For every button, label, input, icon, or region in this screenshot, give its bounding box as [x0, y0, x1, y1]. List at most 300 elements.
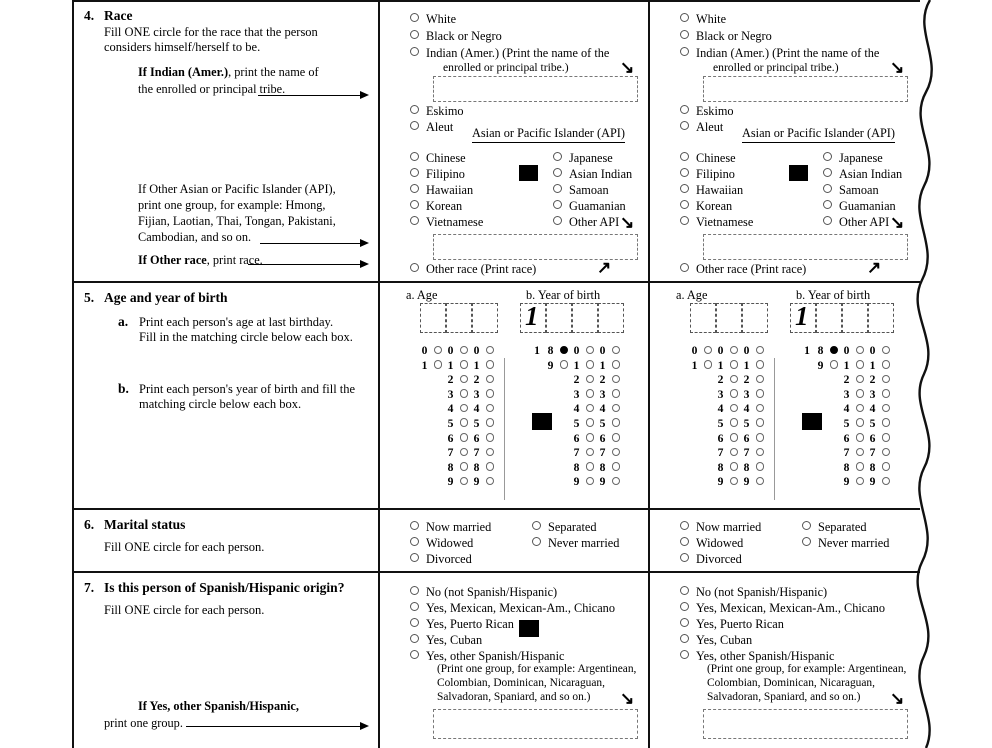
- bubble-circle[interactable]: [486, 346, 495, 355]
- q5-p1-age-row: [418, 402, 442, 417]
- radio-circle[interactable]: [410, 121, 419, 130]
- q4-p2-option-guamanian[interactable]: [823, 199, 896, 214]
- q4-leader-api: [260, 243, 363, 244]
- bubble-circle[interactable]: [434, 346, 443, 355]
- radio-circle[interactable]: [680, 650, 689, 659]
- q6-p1-option-separated[interactable]: [532, 520, 596, 535]
- q5-p1-year-row: [570, 344, 594, 359]
- bubble-circle[interactable]: [882, 418, 891, 427]
- radio-circle[interactable]: [410, 184, 419, 193]
- bubble-circle[interactable]: [586, 375, 595, 384]
- bubble-circle[interactable]: [612, 433, 621, 442]
- bubble-circle[interactable]: [586, 418, 595, 427]
- q4-p1-label-filipino: Filipino: [426, 167, 465, 181]
- bubble-circle[interactable]: [612, 375, 621, 384]
- q5-p1-age-row: [418, 475, 442, 490]
- q4-p2-label-vietnamese: Vietnamese: [696, 215, 754, 229]
- q5-p2-age-digit: 2: [717, 373, 724, 387]
- bubble-circle[interactable]: [756, 477, 765, 486]
- bubble-circle[interactable]: [612, 360, 621, 369]
- radio-circle[interactable]: [823, 184, 832, 193]
- q5-p1-age-row: [470, 432, 494, 447]
- q5-p2-age-row: [740, 373, 764, 388]
- q4-p1-option-other-api[interactable]: [553, 215, 619, 230]
- bubble-circle[interactable]: [856, 462, 865, 471]
- q7-p1-label-other: Yes, other Spanish/Hispanic: [426, 649, 565, 663]
- q5-p2-age-box-1[interactable]: [690, 303, 716, 333]
- q5-p2-year-row: [866, 446, 890, 461]
- q5-p1-age-box-1[interactable]: [420, 303, 446, 333]
- bubble-circle[interactable]: [612, 448, 621, 457]
- radio-circle[interactable]: [532, 537, 541, 546]
- bubble-circle[interactable]: [486, 477, 495, 486]
- radio-circle[interactable]: [680, 537, 689, 546]
- radio-circle[interactable]: [680, 30, 689, 39]
- bubble-circle[interactable]: [586, 477, 595, 486]
- radio-circle[interactable]: [410, 553, 419, 562]
- bubble-circle[interactable]: [460, 477, 469, 486]
- bubble-circle[interactable]: [856, 404, 865, 413]
- bubble-circle[interactable]: [486, 433, 495, 442]
- q4-p2-option-vietnamese[interactable]: [680, 215, 753, 230]
- bubble-circle[interactable]: [586, 404, 595, 413]
- q5-p1-age-row: [470, 344, 494, 359]
- q4-p2-option-asian-indian[interactable]: [823, 167, 902, 182]
- bubble-circle[interactable]: [460, 360, 469, 369]
- q4-p2-option-hawaiian[interactable]: [680, 183, 743, 198]
- q5-p2-year-row: [866, 461, 890, 476]
- radio-circle[interactable]: [680, 553, 689, 562]
- radio-circle[interactable]: [680, 121, 689, 130]
- q4-p2-label-aleut: Aleut: [696, 120, 724, 134]
- radio-circle[interactable]: [410, 586, 419, 595]
- q5-p2-year-digit: 5: [843, 416, 850, 430]
- radio-circle[interactable]: [680, 216, 689, 225]
- bubble-circle[interactable]: [756, 404, 765, 413]
- radio-circle[interactable]: [680, 105, 689, 114]
- q5-p1-age-box-3[interactable]: [472, 303, 498, 333]
- bubble-circle[interactable]: [730, 375, 739, 384]
- q4-p1-option-white[interactable]: [410, 12, 456, 27]
- radio-circle[interactable]: [680, 586, 689, 595]
- q7-p1-option-cuban[interactable]: [410, 633, 482, 648]
- q7-p2-option-no[interactable]: [680, 585, 827, 600]
- q6-p1-option-now-married[interactable]: [410, 520, 491, 535]
- q5-p2-age-row: [714, 388, 738, 403]
- q5-p2-year-row: [788, 461, 812, 476]
- q4-p2-label-filipino: Filipino: [696, 167, 735, 181]
- q4-p1-option-samoan[interactable]: [553, 183, 609, 198]
- radio-circle[interactable]: [680, 184, 689, 193]
- radio-circle[interactable]: [553, 200, 562, 209]
- q5-p1-age-row: [418, 344, 442, 359]
- q4-p1-option-black[interactable]: [410, 29, 502, 44]
- q5-p1-year-row: [570, 475, 594, 490]
- bubble-circle[interactable]: [612, 389, 621, 398]
- q4-hint-indian-line1: [138, 64, 319, 81]
- bubble-circle[interactable]: [704, 360, 713, 369]
- q5-p2-age-row: [714, 475, 738, 490]
- bubble-circle[interactable]: [830, 346, 839, 355]
- radio-circle[interactable]: [553, 216, 562, 225]
- bubble-circle[interactable]: [856, 448, 865, 457]
- radio-circle[interactable]: [680, 602, 689, 611]
- q5-p2-year-box-4[interactable]: [868, 303, 894, 333]
- radio-circle[interactable]: [680, 618, 689, 627]
- radio-circle[interactable]: [680, 47, 689, 56]
- q5-p1-age-row: [470, 446, 494, 461]
- q5-p1-age-row: [418, 359, 442, 374]
- bubble-circle[interactable]: [486, 418, 495, 427]
- q5-p1-year-row: [596, 432, 620, 447]
- q5-p2-year-row: [866, 475, 890, 490]
- q5-p1-age-row: [470, 388, 494, 403]
- q5-p2-age-row: [688, 417, 712, 432]
- radio-circle[interactable]: [410, 216, 419, 225]
- q5-p1-age-digit: 2: [447, 373, 454, 387]
- bubble-circle[interactable]: [730, 389, 739, 398]
- radio-circle[interactable]: [410, 152, 419, 161]
- radio-circle[interactable]: [680, 200, 689, 209]
- q5-p2-year-row: [840, 373, 864, 388]
- q7-p2-label-puerto-rican: Yes, Puerto Rican: [696, 617, 784, 631]
- q5-p1-year-digit: 5: [599, 416, 606, 430]
- q4-p1-label-asian-indian: Asian Indian: [569, 167, 633, 181]
- bubble-circle[interactable]: [460, 389, 469, 398]
- radio-circle[interactable]: [532, 521, 541, 530]
- bubble-circle[interactable]: [486, 360, 495, 369]
- q4-p1-option-guamanian[interactable]: [553, 199, 626, 214]
- q4-p2-option-aleut[interactable]: [680, 120, 723, 135]
- q5-p2-year-box-2[interactable]: [816, 303, 842, 333]
- bubble-circle[interactable]: [882, 448, 891, 457]
- bubble-circle[interactable]: [756, 448, 765, 457]
- bubble-circle[interactable]: [560, 346, 569, 355]
- q4-p1-writein-api[interactable]: [433, 234, 638, 260]
- bubble-circle[interactable]: [460, 433, 469, 442]
- q4-p1-option-vietnamese[interactable]: [410, 215, 483, 230]
- q5-p2-age-digit: 8: [717, 460, 724, 474]
- q5-p2-age-box-3[interactable]: [742, 303, 768, 333]
- q4-p2-label-korean: Korean: [696, 199, 733, 213]
- q5-p2-age-row: [740, 344, 764, 359]
- q5-p1-year-row: [570, 446, 594, 461]
- q4-p1-option-asian-indian[interactable]: [553, 167, 632, 182]
- radio-circle[interactable]: [553, 152, 562, 161]
- q5-p2-year-digit: 4: [869, 402, 876, 416]
- radio-circle[interactable]: [410, 200, 419, 209]
- q4-p1-option-chinese[interactable]: [410, 151, 466, 166]
- q5-p2-age-row: [740, 475, 764, 490]
- bubble-circle[interactable]: [730, 346, 739, 355]
- bubble-circle[interactable]: [486, 375, 495, 384]
- q5-p2-age-row: [740, 432, 764, 447]
- bubble-circle[interactable]: [856, 433, 865, 442]
- radio-circle[interactable]: [802, 521, 811, 530]
- q4-p2-option-black[interactable]: [680, 29, 772, 44]
- q4-p2-option-white[interactable]: [680, 12, 726, 27]
- bubble-circle[interactable]: [612, 462, 621, 471]
- q5-p1-grid-separator: [504, 358, 505, 500]
- q4-p2-option-samoan[interactable]: [823, 183, 879, 198]
- q5-p2-year-row: [814, 432, 838, 447]
- radio-circle[interactable]: [680, 13, 689, 22]
- q4-p1-option-japanese[interactable]: [553, 151, 613, 166]
- q4-p1-label-indian-line2: enrolled or principal tribe.): [443, 61, 569, 74]
- q6-p2-option-separated[interactable]: [802, 520, 866, 535]
- q5-p1-year-digit: 5: [573, 416, 580, 430]
- bubble-circle[interactable]: [586, 346, 595, 355]
- q7-p1-option-mexican[interactable]: [410, 601, 615, 616]
- q7-p2-option-mexican[interactable]: [680, 601, 885, 616]
- q5-p1-age-digit: 5: [447, 416, 454, 430]
- q6-p1-option-divorced[interactable]: [410, 552, 472, 567]
- q5-p2-year-row: [840, 475, 864, 490]
- bubble-circle[interactable]: [560, 360, 569, 369]
- bubble-circle[interactable]: [586, 462, 595, 471]
- bubble-circle[interactable]: [882, 477, 891, 486]
- q5-p1-year-row: [596, 402, 620, 417]
- q6-p2-option-now-married[interactable]: [680, 520, 761, 535]
- bubble-circle[interactable]: [586, 389, 595, 398]
- q5-p2-year-digit: 9: [869, 475, 876, 489]
- q6-p1-label-widowed: Widowed: [426, 536, 474, 550]
- bubble-circle[interactable]: [612, 418, 621, 427]
- q6-p2-option-never-married[interactable]: [802, 536, 889, 551]
- bubble-circle[interactable]: [486, 404, 495, 413]
- q5-p2-year-row: [788, 475, 812, 490]
- q5-p1-age-box-2[interactable]: [446, 303, 472, 333]
- q5-p2-year-digit: 2: [869, 373, 876, 387]
- bubble-circle[interactable]: [882, 346, 891, 355]
- bubble-circle[interactable]: [460, 375, 469, 384]
- radio-circle[interactable]: [823, 168, 832, 177]
- q5-p2-year-digit: 8: [843, 460, 850, 474]
- bubble-circle[interactable]: [882, 404, 891, 413]
- q4-p1-writein-tribe[interactable]: [433, 76, 638, 102]
- q7-p2-label-no: No (not Spanish/Hispanic): [696, 585, 828, 599]
- q4-p1-label-samoan: Samoan: [569, 183, 609, 197]
- radio-circle[interactable]: [680, 168, 689, 177]
- q7-p1-option-puerto-rican[interactable]: [410, 617, 514, 632]
- q5-p1-year-row: [596, 344, 620, 359]
- q4-p1-option-filipino[interactable]: [410, 167, 465, 182]
- radio-circle[interactable]: [553, 168, 562, 177]
- q7-p1-label-mexican: Yes, Mexican, Mexican-Am., Chicano: [426, 601, 615, 615]
- bubble-circle[interactable]: [486, 448, 495, 457]
- q5-p2-year-row: [788, 432, 812, 447]
- q5-p2-age-box-2[interactable]: [716, 303, 742, 333]
- radio-circle[interactable]: [410, 650, 419, 659]
- radio-circle[interactable]: [802, 537, 811, 546]
- q5-p1-year-row: [518, 461, 542, 476]
- q5-p1-year-box-4[interactable]: [598, 303, 624, 333]
- bubble-circle[interactable]: [612, 346, 621, 355]
- radio-circle[interactable]: [680, 634, 689, 643]
- radio-circle[interactable]: [410, 602, 419, 611]
- q5-p2-year-row: [840, 461, 864, 476]
- radio-circle[interactable]: [823, 216, 832, 225]
- q5-p2-year-box-3[interactable]: [842, 303, 868, 333]
- bubble-circle[interactable]: [730, 462, 739, 471]
- bubble-circle[interactable]: [730, 360, 739, 369]
- q4-p2-option-other-race[interactable]: [680, 262, 806, 277]
- q5-p1-year-row: [596, 446, 620, 461]
- bubble-circle[interactable]: [756, 389, 765, 398]
- q4-p2-option-indian[interactable]: [680, 46, 879, 61]
- bubble-circle[interactable]: [856, 477, 865, 486]
- bubble-circle[interactable]: [856, 418, 865, 427]
- bubble-circle[interactable]: [882, 389, 891, 398]
- bubble-circle[interactable]: [730, 418, 739, 427]
- q5-p1-year-digit: 7: [599, 446, 606, 460]
- q5-p1-year-row: [518, 446, 542, 461]
- q5-p1-year-box-3[interactable]: [572, 303, 598, 333]
- q5-p1-year-digit: 0: [573, 344, 580, 357]
- q5-p1-age-digit: 9: [473, 475, 480, 489]
- q4-p1-option-eskimo[interactable]: [410, 104, 464, 119]
- radio-circle[interactable]: [410, 30, 419, 39]
- bubble-circle[interactable]: [856, 375, 865, 384]
- q6-p2-option-widowed[interactable]: [680, 536, 743, 551]
- q5-p1-age-digit: 8: [447, 460, 454, 474]
- q7-p2-note-line3: Salvadoran, Spaniard, and so on.): [707, 691, 861, 703]
- q5-p1-year-row: [570, 461, 594, 476]
- bubble-circle[interactable]: [856, 389, 865, 398]
- q4-p1-option-korean[interactable]: [410, 199, 462, 214]
- bubble-circle[interactable]: [882, 375, 891, 384]
- bubble-circle[interactable]: [586, 360, 595, 369]
- radio-circle[interactable]: [410, 13, 419, 22]
- radio-circle[interactable]: [680, 152, 689, 161]
- radio-circle[interactable]: [410, 634, 419, 643]
- q4-hint-api-line1: If Other Asian or Pacific Islander (API),: [138, 182, 336, 196]
- q4-p2-option-korean[interactable]: [680, 199, 732, 214]
- q4-p1-label-other-api: Other API: [569, 215, 620, 229]
- bubble-circle[interactable]: [756, 360, 765, 369]
- bubble-circle[interactable]: [486, 389, 495, 398]
- q4-p2-option-chinese[interactable]: [680, 151, 736, 166]
- bubble-circle[interactable]: [856, 360, 865, 369]
- q7-p1-writein-group[interactable]: [433, 709, 638, 739]
- bubble-circle[interactable]: [612, 404, 621, 413]
- q5-p2-year-row: [814, 359, 838, 374]
- bubble-circle[interactable]: [486, 462, 495, 471]
- q7-p2-option-cuban[interactable]: [680, 633, 752, 648]
- q4-p2-label-other-race: Other race (Print race): [696, 262, 807, 276]
- radio-circle[interactable]: [410, 105, 419, 114]
- q7-hint-line1: [138, 698, 299, 715]
- radio-circle[interactable]: [680, 263, 689, 272]
- q4-p2-label-hawaiian: Hawaiian: [696, 183, 744, 197]
- q6-p1-label-now-married: Now married: [426, 520, 492, 534]
- bubble-circle[interactable]: [586, 433, 595, 442]
- bubble-circle[interactable]: [460, 346, 469, 355]
- q5-p2-year-row: [788, 344, 812, 359]
- radio-circle[interactable]: [553, 184, 562, 193]
- radio-circle[interactable]: [410, 618, 419, 627]
- radio-circle[interactable]: [823, 152, 832, 161]
- bubble-circle[interactable]: [756, 462, 765, 471]
- radio-circle[interactable]: [410, 168, 419, 177]
- radio-circle[interactable]: [410, 47, 419, 56]
- q5-p2-year-row: [866, 417, 890, 432]
- q5-p1-year-digit: 6: [573, 431, 580, 445]
- bubble-circle[interactable]: [756, 418, 765, 427]
- q5-p1-age-digit: 3: [473, 387, 480, 401]
- bubble-circle[interactable]: [882, 360, 891, 369]
- q5-p1-year-box-2[interactable]: [546, 303, 572, 333]
- bubble-circle[interactable]: [434, 360, 443, 369]
- bubble-circle[interactable]: [460, 462, 469, 471]
- q4-p2-option-eskimo[interactable]: [680, 104, 734, 119]
- radio-circle[interactable]: [680, 521, 689, 530]
- q5-p1-age-digit: 3: [447, 387, 454, 401]
- q4-p2-option-other-api[interactable]: [823, 215, 889, 230]
- q5-number: 5.: [84, 290, 95, 305]
- q5-p1-age-row: [418, 388, 442, 403]
- q5-p1-age-digit: 6: [473, 431, 480, 445]
- bubble-circle[interactable]: [730, 433, 739, 442]
- bubble-circle[interactable]: [882, 462, 891, 471]
- q7-p2-option-other[interactable]: [680, 649, 834, 664]
- bubble-circle[interactable]: [612, 477, 621, 486]
- q5-p2-age-row: [714, 359, 738, 374]
- q4-p1-option-aleut[interactable]: [410, 120, 453, 135]
- bubble-circle[interactable]: [730, 448, 739, 457]
- radio-circle[interactable]: [410, 537, 419, 546]
- q6-p2-option-divorced[interactable]: [680, 552, 742, 567]
- bubble-circle[interactable]: [756, 433, 765, 442]
- q7-p1-option-other[interactable]: [410, 649, 564, 664]
- bubble-circle[interactable]: [856, 346, 865, 355]
- bubble-circle[interactable]: [730, 404, 739, 413]
- q4-p2-writein-tribe[interactable]: [703, 76, 908, 102]
- bubble-circle[interactable]: [460, 418, 469, 427]
- q7-p2-writein-group[interactable]: [703, 709, 908, 739]
- q4-p1-option-hawaiian[interactable]: [410, 183, 473, 198]
- bubble-circle[interactable]: [730, 477, 739, 486]
- q4-p1-option-other-race[interactable]: [410, 262, 536, 277]
- q4-p2-option-filipino[interactable]: [680, 167, 735, 182]
- q4-p2-writein-api[interactable]: [703, 234, 908, 260]
- q7-p2-option-puerto-rican[interactable]: [680, 617, 784, 632]
- radio-circle[interactable]: [410, 263, 419, 272]
- q5-p2-year-digit: 7: [843, 446, 850, 460]
- q6-p1-option-never-married[interactable]: [532, 536, 619, 551]
- q5-p1-year-row: [570, 373, 594, 388]
- q4-p1-option-indian[interactable]: [410, 46, 609, 61]
- bubble-circle[interactable]: [756, 346, 765, 355]
- bubble-circle[interactable]: [882, 433, 891, 442]
- q4-p2-option-japanese[interactable]: [823, 151, 883, 166]
- q6-p1-option-widowed[interactable]: [410, 536, 473, 551]
- q5-p2-year-row: [840, 388, 864, 403]
- radio-circle[interactable]: [410, 521, 419, 530]
- bubble-circle[interactable]: [704, 346, 713, 355]
- radio-circle[interactable]: [823, 200, 832, 209]
- bubble-circle[interactable]: [586, 448, 595, 457]
- bubble-circle[interactable]: [460, 404, 469, 413]
- q5-p1-year-digit: 3: [573, 387, 580, 401]
- q5-p2-age-digit: 8: [743, 460, 750, 474]
- bubble-circle[interactable]: [830, 360, 839, 369]
- q7-p1-option-no[interactable]: [410, 585, 557, 600]
- bubble-circle[interactable]: [756, 375, 765, 384]
- bubble-circle[interactable]: [460, 448, 469, 457]
- q4-number: 4.: [84, 8, 95, 23]
- q5-p2-year-digit: 1: [843, 358, 850, 372]
